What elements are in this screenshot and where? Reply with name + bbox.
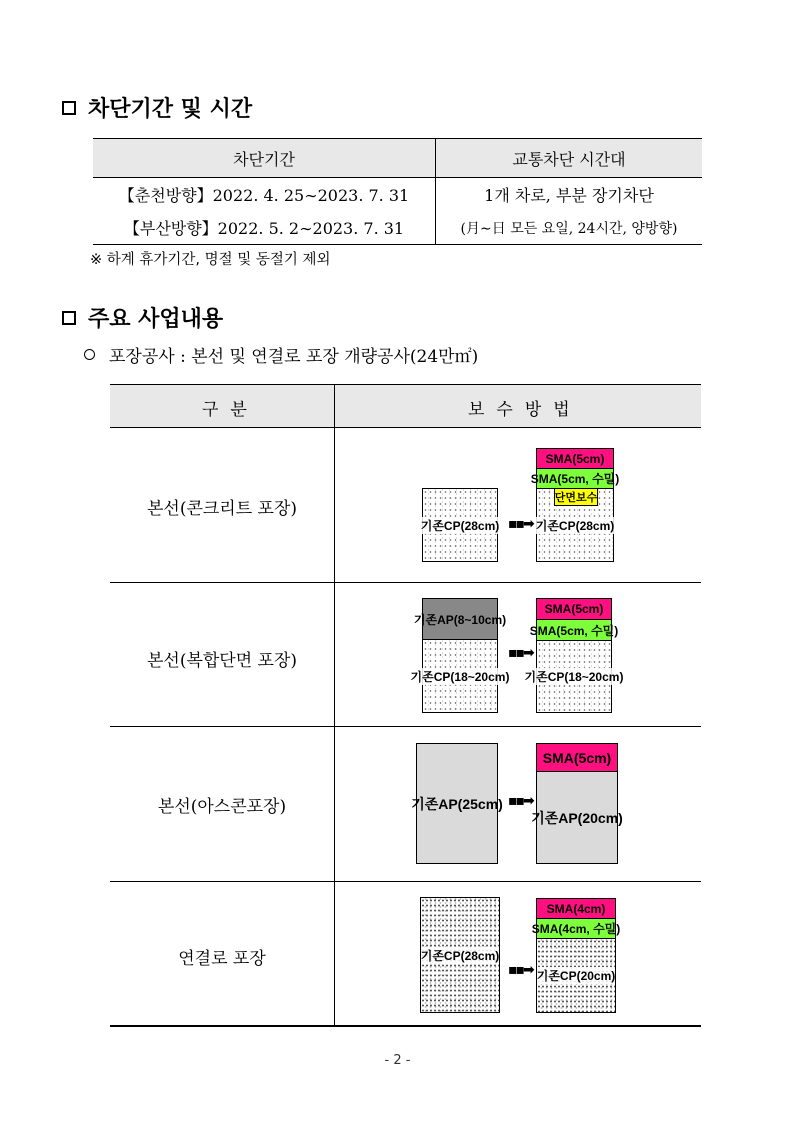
sma-waterproof-layer: SMA(4cm, 수밀)	[536, 918, 616, 939]
arrow-right-icon: ▪▪➡	[508, 645, 533, 661]
bullet-item	[84, 342, 478, 367]
section-repair-layer: 단면보수	[554, 488, 598, 506]
sma-waterproof-layer: SMA(5cm, 수밀)	[536, 619, 612, 641]
page-number: - 2 -	[384, 1053, 411, 1068]
table-header-time: 교통차단 시간대	[436, 139, 703, 178]
period-cell: 【춘천방향】2022. 4. 25∼2023. 7. 31	[118, 186, 410, 205]
section-title: 주요 사업내용	[88, 307, 224, 332]
table-row	[93, 178, 702, 212]
row-divider	[110, 1025, 701, 1027]
closure-table	[93, 138, 702, 245]
time-cell: 1개 차로, 부분 장기차단	[436, 178, 703, 212]
arrow-right-icon: ▪▪➡	[508, 793, 533, 809]
header-method: 보수방법	[468, 400, 582, 420]
arrow-right-icon: ▪▪➡	[508, 962, 533, 978]
existing-ap-block: 기존AP(20cm)	[536, 771, 618, 864]
period-cell: 【부산방향】2022. 5. 2∼2023. 7. 31	[93, 211, 436, 245]
footnote: ※ 하계 휴가기간, 명절 및 동절기 제외	[90, 252, 331, 268]
existing-cp-block: 기존CP(18~20cm)	[422, 639, 498, 713]
bullet-text: 포장공사 : 본선 및 연결로 포장 개량공사(24만㎡)	[109, 347, 479, 367]
section-title: 차단기간 및 시간	[88, 97, 253, 122]
row-label: 본선(복합단면 포장)	[146, 651, 298, 671]
circle-bullet-icon	[84, 349, 95, 360]
sma-waterproof-layer: SMA(5cm, 수밀)	[536, 468, 614, 489]
row-label: 본선(아스콘포장)	[157, 797, 287, 817]
existing-cp-block: 기존CP(28cm)	[422, 488, 498, 562]
sma-surface-layer: SMA(4cm)	[536, 898, 616, 919]
table-header	[110, 384, 701, 428]
table-row	[93, 211, 702, 245]
section-heading-business	[62, 302, 223, 333]
table-header-period: 차단기간	[93, 139, 436, 178]
existing-cp-block: 기존CP(28cm)	[536, 488, 614, 562]
existing-cp-block: 기존CP(28cm)	[420, 897, 500, 1013]
sma-surface-layer: SMA(5cm)	[536, 448, 614, 469]
column-divider	[334, 384, 335, 1026]
existing-cp-block: 기존CP(20cm)	[536, 938, 616, 1013]
row-divider	[110, 726, 701, 727]
time-cell: (月∼日 모든 요일, 24시간, 양방향)	[436, 211, 703, 245]
checkbox-square-icon	[62, 101, 76, 115]
existing-cp-block: 기존CP(18~20cm)	[536, 640, 612, 713]
row-divider	[110, 582, 701, 583]
existing-ap-block: 기존AP(8~10cm)	[422, 598, 498, 640]
header-category: 구분	[202, 400, 259, 420]
row-label: 연결로 포장	[178, 949, 266, 969]
sma-surface-layer: SMA(5cm)	[536, 598, 612, 620]
sma-surface-layer: SMA(5cm)	[536, 743, 618, 772]
section-heading-closure	[62, 92, 252, 123]
row-label: 본선(콘크리트 포장)	[146, 499, 298, 519]
checkbox-square-icon	[62, 311, 76, 325]
row-divider	[110, 881, 701, 882]
arrow-right-icon: ▪▪➡	[508, 516, 533, 532]
existing-ap-block: 기존AP(25cm)	[416, 743, 498, 864]
